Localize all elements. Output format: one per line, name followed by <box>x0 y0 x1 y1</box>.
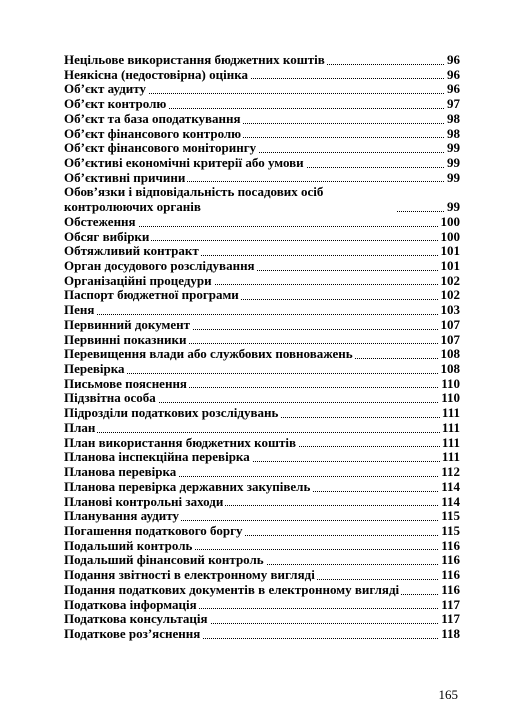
toc-entry-page: 99 <box>447 199 460 215</box>
dot-leader <box>64 314 444 315</box>
toc-entry-page: 114 <box>441 493 460 509</box>
toc-entry <box>64 259 460 274</box>
toc-entry-page: 111 <box>441 419 460 435</box>
toc-entry-title: Подання податкових документів в електронному вигляді <box>64 581 400 597</box>
toc-entry-title: Подальший фінансовий контроль <box>64 552 264 568</box>
toc-entry <box>64 112 460 127</box>
toc-entry-page: 111 <box>441 434 460 450</box>
toc-entry <box>64 53 460 68</box>
toc-entry-page: 99 <box>447 169 460 185</box>
toc-entry-page: 101 <box>440 243 460 259</box>
toc-entry <box>64 612 460 627</box>
toc-entry-title: Неякісна (недостовірна) оцінка <box>64 66 248 82</box>
toc-entry-page: 103 <box>440 302 460 318</box>
toc-entry-title: Організаційні процедури <box>64 272 212 288</box>
toc-entry-title: Планова перевірка <box>64 464 177 480</box>
toc-entry-title: Податкова інформація <box>64 596 197 612</box>
toc-entry <box>64 436 460 451</box>
toc-entry <box>64 274 460 289</box>
toc-entry <box>64 406 460 421</box>
toc-entry-title: Письмове пояснення <box>64 375 187 391</box>
toc-entry <box>64 288 460 303</box>
toc-entry <box>64 244 460 259</box>
toc-entry-page: 116 <box>441 567 460 583</box>
toc-entry-page: 116 <box>441 537 460 553</box>
toc-entry <box>64 333 460 348</box>
toc-entry-title: Подальший контроль <box>64 537 193 553</box>
toc-entry-page: 108 <box>440 346 460 362</box>
toc-entry-title: План використання бюджетних коштів <box>64 434 296 450</box>
toc-entry-title: Об’єкт фінансового моніторингу <box>64 140 257 156</box>
toc-entry-title: Планування аудиту <box>64 508 179 524</box>
toc-entry-page: 115 <box>441 508 460 524</box>
page-number: 165 <box>438 687 458 702</box>
toc-entry <box>64 82 460 97</box>
toc-entry-title: Первинний документ <box>64 316 191 332</box>
toc-entry <box>64 362 460 377</box>
toc-entry <box>64 347 460 362</box>
toc-entry-page: 97 <box>447 96 460 112</box>
toc-entry-page: 118 <box>441 625 460 641</box>
toc-entry-page: 112 <box>441 464 460 480</box>
toc-entry-page: 116 <box>441 552 460 568</box>
dot-leader <box>64 432 444 433</box>
toc-entry-page: 110 <box>441 390 460 406</box>
toc-entry <box>64 215 460 230</box>
toc-entry <box>64 421 460 436</box>
toc-entry <box>64 230 460 245</box>
toc-entry-page: 100 <box>440 213 460 229</box>
toc-entry-page: 100 <box>440 228 460 244</box>
table-of-contents <box>64 53 460 642</box>
toc-entry-title: Нецільове використання бюджетних коштів <box>64 52 325 67</box>
toc-entry <box>64 141 460 156</box>
toc-entry <box>64 480 460 495</box>
toc-entry <box>64 598 460 613</box>
toc-entry-title: Обов’язки і відповідальність посадових осіб контролюючих органів <box>64 185 396 214</box>
toc-entry-page: 115 <box>441 522 460 538</box>
toc-entry-page: 99 <box>447 155 460 171</box>
toc-entry-page: 102 <box>440 287 460 303</box>
toc-entry-title: Обсяг вибірки <box>64 228 150 244</box>
toc-entry <box>64 450 460 465</box>
toc-entry <box>64 171 460 186</box>
toc-entry-page: 96 <box>447 52 460 67</box>
toc-entry-page: 98 <box>447 110 460 126</box>
toc-entry-page: 108 <box>440 361 460 377</box>
toc-entry-page: 111 <box>441 449 460 465</box>
toc-entry <box>64 509 460 524</box>
toc-entry-title: Подання звітності в електронному вигляді <box>64 567 315 583</box>
toc-entry-title: Об’єктиві економічні критерії або умови <box>64 155 304 171</box>
toc-entry-title: Планові контрольні заходи <box>64 493 224 509</box>
toc-entry-page: 96 <box>447 81 460 97</box>
toc-entry-page: 117 <box>441 596 460 612</box>
toc-entry-title: Планова перевірка державних закупівель <box>64 478 311 494</box>
toc-entry <box>64 583 460 598</box>
toc-entry <box>64 318 460 333</box>
toc-entry-page: 98 <box>447 125 460 141</box>
toc-entry-title: Перевищення влади або службових повноважень <box>64 346 353 362</box>
toc-entry <box>64 156 460 171</box>
toc-entry-page: 102 <box>440 272 460 288</box>
toc-entry <box>64 391 460 406</box>
toc-entry-title: Об’єкт фінансового контролю <box>64 125 242 141</box>
toc-entry-page: 114 <box>441 478 460 494</box>
toc-entry-title: Перевірка <box>64 361 125 377</box>
toc-entry-title: Орган досудового розслідування <box>64 258 255 274</box>
toc-entry-title: План <box>64 419 96 435</box>
toc-entry-title: Обтяжливий контракт <box>64 243 199 259</box>
toc-entry <box>64 303 460 318</box>
toc-entry <box>64 568 460 583</box>
toc-entry-title: Податкова консультація <box>64 611 208 627</box>
toc-entry-title: Пеня <box>64 302 95 318</box>
toc-entry <box>64 127 460 142</box>
toc-entry-title: Об’єкт аудиту <box>64 81 146 97</box>
toc-entry <box>64 627 460 642</box>
toc-entry-title: Паспорт бюджетної програми <box>64 287 239 303</box>
toc-entry-page: 110 <box>441 375 460 391</box>
toc-entry-title: Податкове роз’яснення <box>64 625 201 641</box>
toc-entry-title: Погашення податкового боргу <box>64 522 243 538</box>
toc-entry-page: 107 <box>440 331 460 347</box>
toc-entry <box>64 97 460 112</box>
toc-entry <box>64 465 460 480</box>
toc-entry-page: 111 <box>441 405 460 421</box>
toc-entry <box>64 524 460 539</box>
toc-entry-title: Планова інспекційна перевірка <box>64 449 250 465</box>
toc-entry <box>64 185 460 214</box>
toc-entry-title: Первинні показники <box>64 331 187 347</box>
toc-entry-title: Об’єкт контролю <box>64 96 167 112</box>
toc-entry-title: Підрозділи податкових розслідувань <box>64 405 279 421</box>
toc-entry-page: 116 <box>441 581 460 597</box>
toc-entry-page: 96 <box>447 66 460 82</box>
toc-entry-page: 101 <box>440 258 460 274</box>
toc-entry-page: 99 <box>447 140 460 156</box>
toc-entry <box>64 377 460 392</box>
toc-entry <box>64 553 460 568</box>
toc-entry-page: 107 <box>440 316 460 332</box>
toc-entry-title: Об’єкт та база оподаткування <box>64 110 241 126</box>
toc-entry-title: Обстеження <box>64 213 136 229</box>
toc-entry-title: Підзвітна особа <box>64 390 156 406</box>
toc-entry <box>64 68 460 83</box>
toc-entry <box>64 495 460 510</box>
toc-entry-page: 117 <box>441 611 460 627</box>
toc-entry-title: Об’єктивні причини <box>64 169 186 185</box>
toc-entry <box>64 539 460 554</box>
